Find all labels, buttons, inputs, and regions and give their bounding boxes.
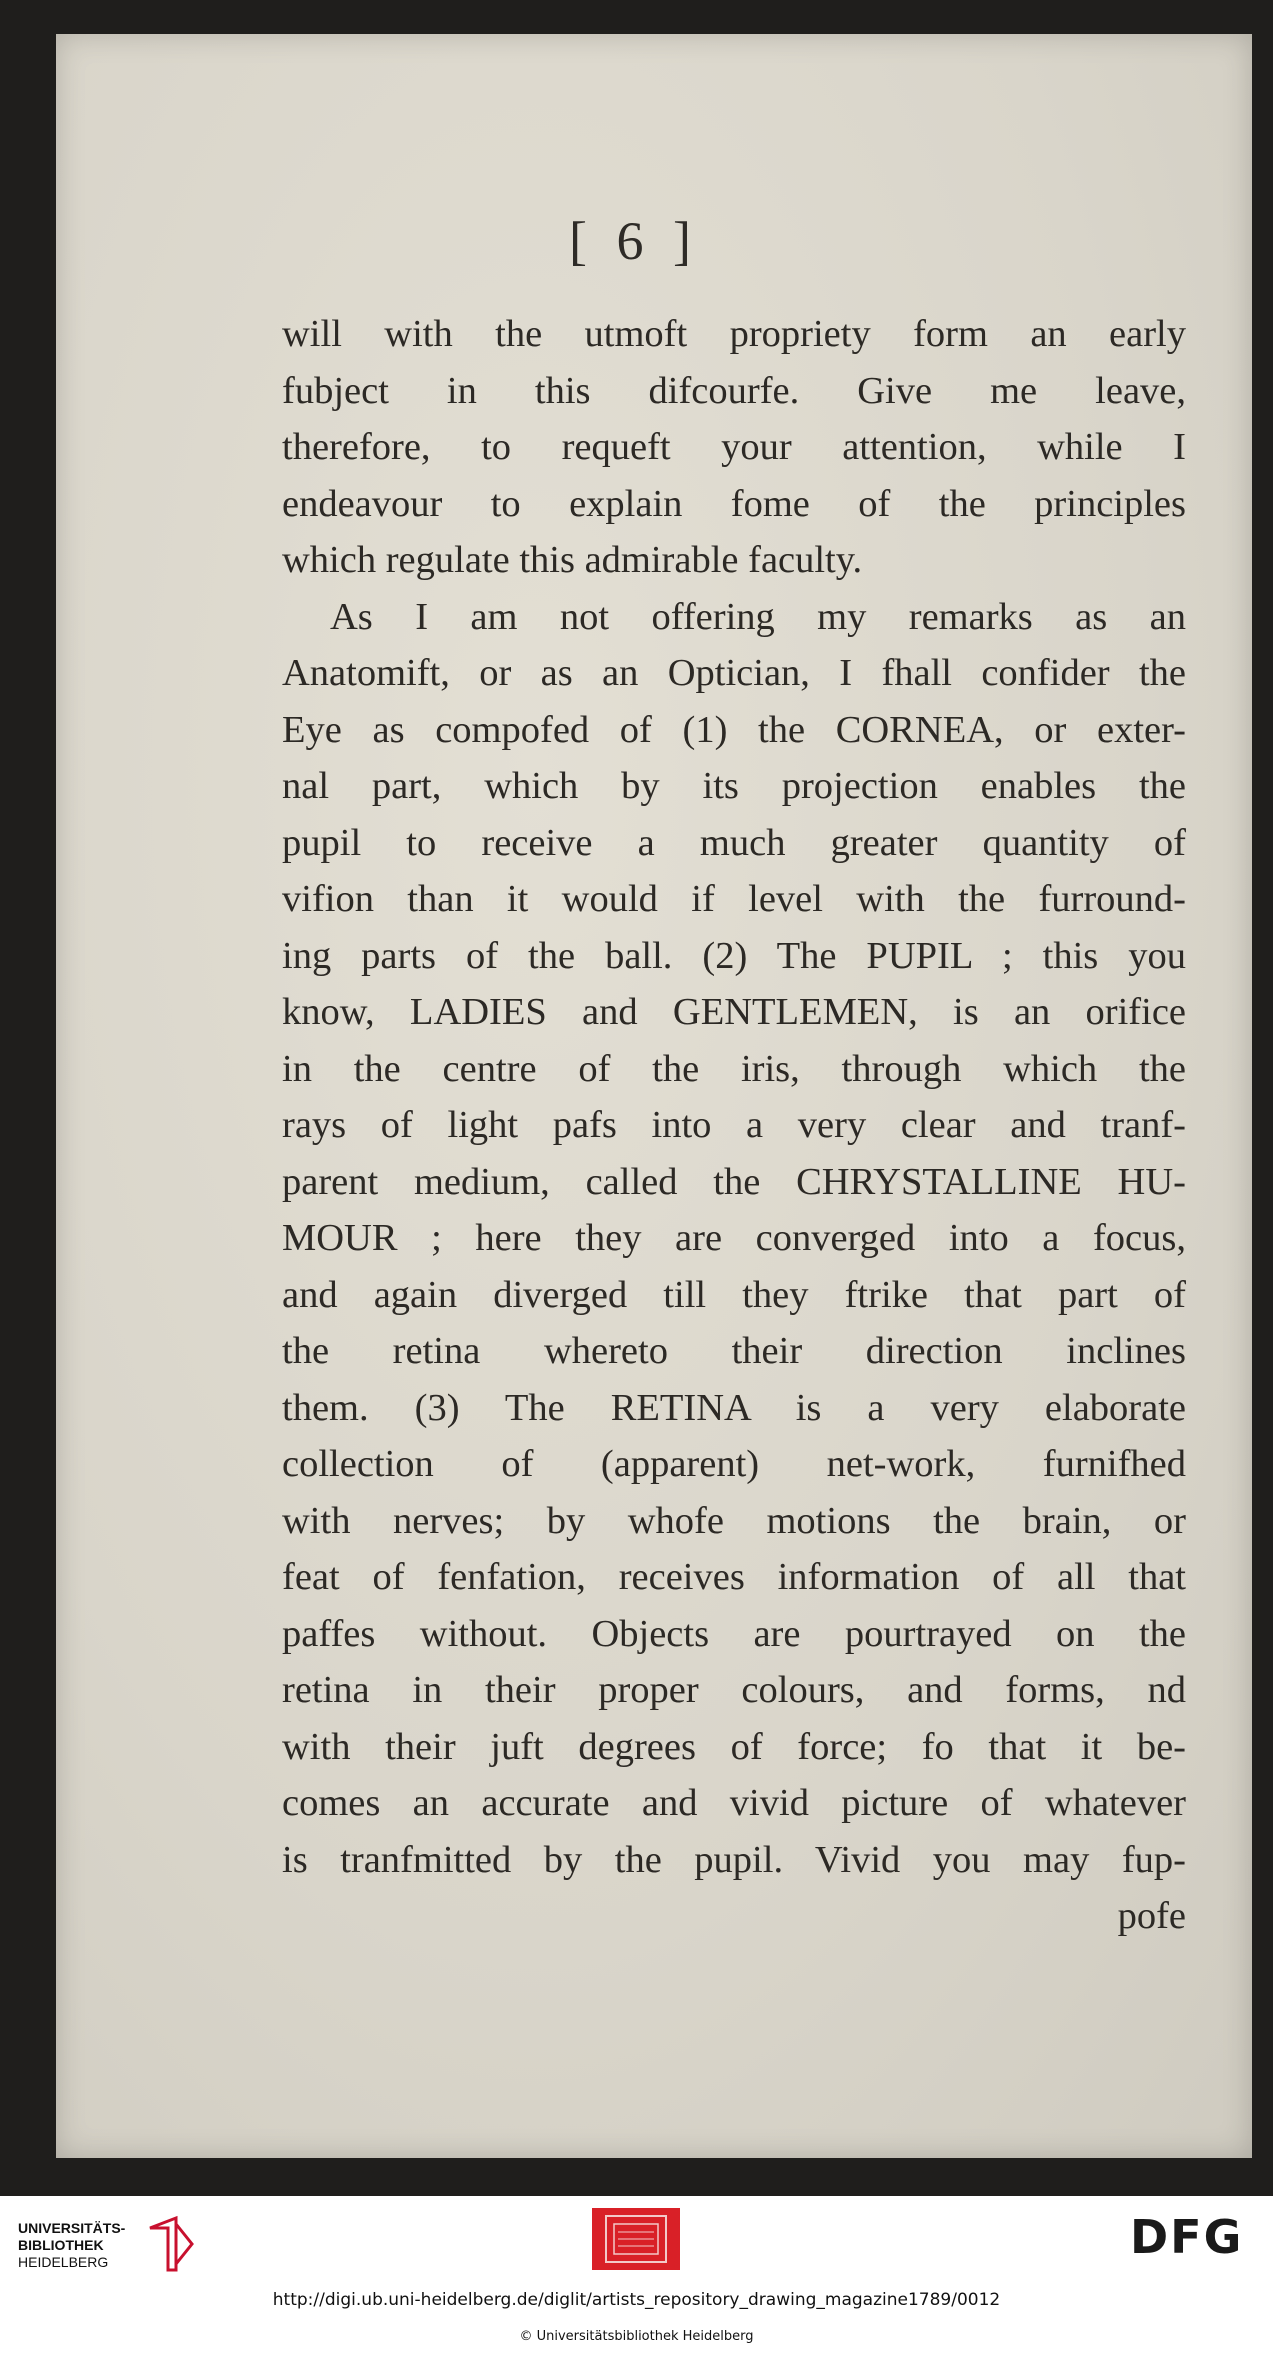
text-line: comes an accurate and vivid picture of whatever <box>282 1782 1186 1824</box>
text-line: know, LADIES and GENTLEMEN, is an orifice <box>282 991 1186 1033</box>
page-number: [ 6 ] <box>569 211 699 271</box>
dfg-logo[interactable]: DFG <box>1130 2210 1244 2264</box>
text-line: fubject in this difcourfe. Give me leave, <box>282 369 1186 412</box>
text-line: Anatomift, or as an Optician, I fhall confider the <box>282 652 1186 694</box>
text-line: vifion than it would if level with the furround- <box>282 878 1186 920</box>
text-line: MOUR ; here they are converged into a focus, <box>282 1217 1186 1259</box>
text-line: with their juft degrees of force; fo that it be- <box>282 1725 1186 1768</box>
text-line: Eye as compofed of (1) the CORNEA, or exter- <box>282 708 1186 751</box>
text-line: As I am not offering my remarks as an <box>330 595 1186 638</box>
text-line: them. (3) The RETINA is a very elaborate <box>282 1386 1186 1429</box>
text-line: ing parts of the ball. (2) The PUPIL ; this you <box>282 934 1186 977</box>
text-line: the retina whereto their direction inclines <box>282 1330 1186 1372</box>
seal-pattern-icon <box>592 2208 680 2270</box>
book-page <box>56 34 1252 2158</box>
text-line: therefore, to requeft your attention, while I <box>282 426 1186 468</box>
text-line: in the centre of the iris, through which the <box>282 1047 1186 1090</box>
text-line: feat of fenfation, receives information of all that <box>282 1556 1186 1598</box>
text-line: is tranfmitted by the pupil. Vivid you may fup- <box>282 1838 1186 1881</box>
text-line: which regulate this admirable faculty. <box>282 539 863 581</box>
source-url[interactable]: http://digi.ub.uni-heidelberg.de/diglit/artists_repository_drawing_magazine1789/0012 <box>272 2290 1001 2310</box>
text-line: and again diverged till they ftrike that part of <box>282 1273 1186 1316</box>
text-line: rays of light pafs into a very clear and tranf- <box>282 1104 1186 1146</box>
text-line: parent medium, called the CHRYSTALLINE HU- <box>282 1160 1186 1203</box>
text-line: endeavour to explain fome of the principles <box>282 482 1186 525</box>
text-line: collection of (apparent) net-work, furnifhed <box>282 1443 1186 1485</box>
body-text <box>282 306 1186 1945</box>
university-library-logo[interactable] <box>18 2214 188 2274</box>
text-line: paffes without. Objects are pourtrayed on the <box>282 1612 1186 1655</box>
copyright-notice: © Universitätsbibliothek Heidelberg <box>519 2329 754 2344</box>
text-line: pupil to receive a much greater quantity of <box>282 821 1186 864</box>
library-seal-icon[interactable] <box>592 2208 680 2270</box>
footer <box>0 2196 1273 2354</box>
text-line: nal part, which by its projection enables the <box>282 765 1186 807</box>
text-line: will with the utmoft propriety form an early <box>282 313 1186 355</box>
text-line: retina in their proper colours, and forms, nd <box>282 1669 1186 1711</box>
library-emblem-icon <box>146 2214 196 2274</box>
text-line: with nerves; by whofe motions the brain, or <box>282 1499 1186 1542</box>
library-name: UNIVERSITÄTS- BIBLIOTHEK HEIDELBERG <box>18 2220 126 2270</box>
catchword: pofe <box>1117 1895 1186 1937</box>
